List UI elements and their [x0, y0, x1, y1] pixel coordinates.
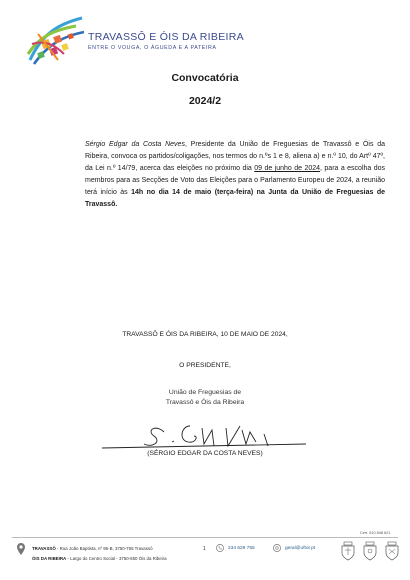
address-travasso	[32, 546, 153, 551]
coat-of-arms-icon	[362, 541, 378, 561]
address-travasso-street: - Rua João Baptista, nº 95-B, 3750-755 Travassô	[55, 546, 153, 551]
parish-logo-icon	[24, 14, 86, 68]
address-ois-street: - Largo do Centro Social - 3750-650 Óis da Ribeira	[66, 556, 167, 561]
phone-icon	[216, 544, 224, 552]
footer-divider	[12, 537, 398, 538]
signer-name: (SÉRGIO EDGAR DA COSTA NEVES)	[147, 450, 263, 457]
address-ois-name: ÓIS DA RIBEIRA	[32, 556, 67, 561]
place-date: TRAVASSÔ E ÓIS DA RIBEIRA, 10 DE MAIO DE 2024,	[122, 331, 288, 338]
document-title: Convocatória	[171, 72, 239, 84]
body-part-2: , para a escolha dos membros para as Secções de Voto das Eleições para o Parlamento Europeu de 2024, a reunião terá início às	[85, 165, 385, 196]
handwritten-signature	[100, 414, 310, 454]
email-address: geral@uftor.pt	[285, 546, 316, 551]
phone-number: 234 629 755	[228, 546, 255, 551]
stamp-line-2: Travassô e Óis da Ribeira	[165, 399, 245, 406]
org-tagline: ENTRE O VOUGA, O ÁGUEDA E A PATEIRA	[88, 45, 217, 51]
official-stamp	[152, 388, 258, 408]
address-travasso-name: TRAVASSÔ	[32, 546, 56, 551]
page-number: 1	[203, 546, 206, 552]
email-icon	[273, 544, 281, 552]
org-name: TRAVASSÔ E ÓIS DA RIBEIRA	[88, 31, 244, 43]
certificate-number: Cert. 510 848 621	[360, 531, 391, 535]
signer-role: O PRESIDENTE,	[179, 362, 231, 369]
document-number: 2024/2	[188, 95, 222, 107]
coat-of-arms-icon	[384, 541, 400, 561]
signer-italic: Sérgio Edgar da Costa Neves	[85, 141, 185, 148]
stamp-line-1: União de Freguesias de	[168, 389, 242, 396]
meeting-details: 14h no dia 14 de maio (terça-feira) na Junta da União de Freguesias de Travassô.	[85, 189, 385, 208]
coat-of-arms-icon	[340, 541, 356, 561]
address-ois	[32, 556, 167, 561]
body-paragraph	[85, 139, 385, 211]
election-date: 09 de junho de 2024	[254, 165, 321, 172]
location-pin-icon	[16, 542, 26, 556]
body-part-1: , Presidente da União de Freguesias de Travassô e Óis da Ribeira, convoca os partidos/coligações, nos termos do n.ºs 1 e 8, aliena a) e n.º 10, do Artº 47º, da Lei n.º 14/79, acerca das eleições no próximo dia	[85, 141, 386, 172]
